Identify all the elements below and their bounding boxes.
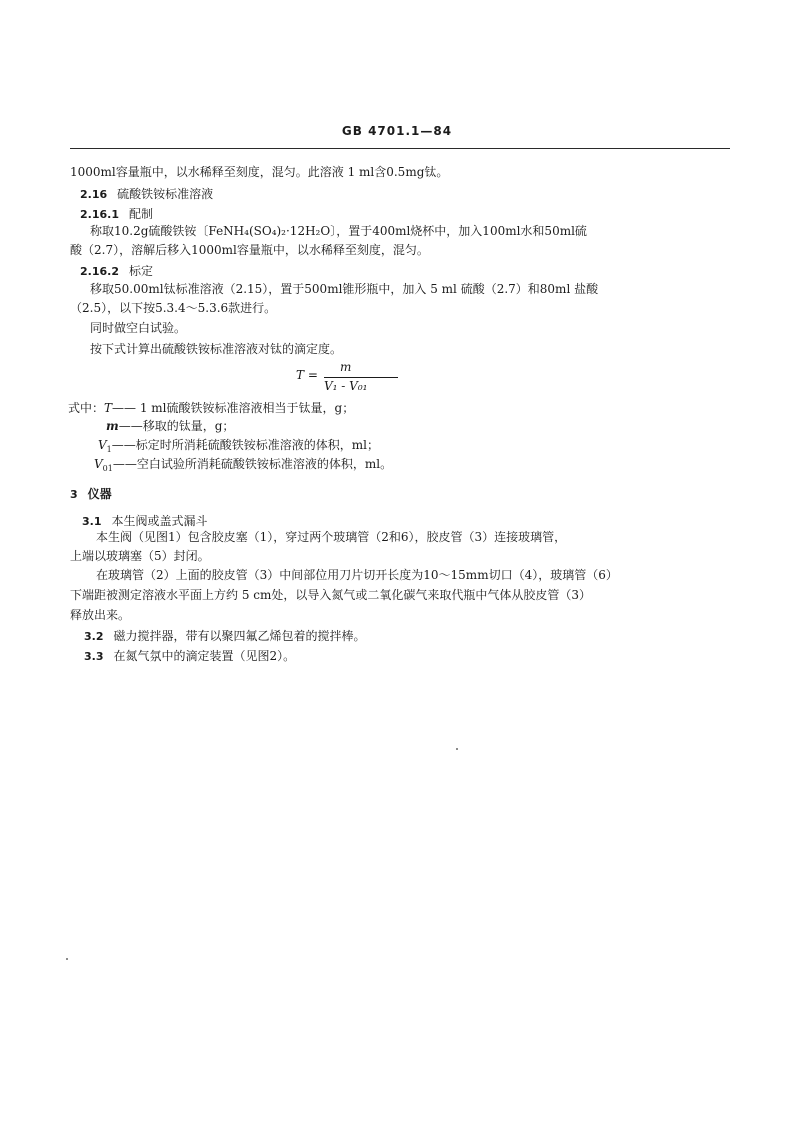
- fraction-bar: [324, 377, 398, 378]
- section-3-2: [84, 628, 366, 645]
- preparation-line-2: 酸（2.7），溶解后移入1000ml容量瓶中，以水稀释至刻度，混匀。: [70, 243, 429, 257]
- section-number: 2.16.1: [80, 208, 119, 221]
- slit-description-line-1: 在玻璃管（2）上面的胶皮管（3）中间部位用刀片切开长度为10～15mm切口（4），玻璃管（6）: [96, 568, 618, 582]
- section-title: 标定: [128, 264, 153, 278]
- where-m-line: [106, 418, 234, 434]
- section-number: 3.1: [82, 515, 102, 528]
- calculation-intro: 按下式计算出硫酸铁铵标准溶液对钛的滴定度。: [90, 342, 343, 356]
- formula-numerator: m: [340, 360, 352, 374]
- valve-description-line-2: 上端以玻璃塞（5）封闭。: [70, 549, 210, 563]
- calibration-line-1: 移取50.00ml钛标准溶液（2.15），置于500ml锥形瓶中，加入 5 ml 硫酸（2.7）和80ml 盐酸: [90, 282, 599, 296]
- section-2-16-2-heading: [80, 263, 153, 280]
- where-prefix: 式中：: [68, 401, 105, 415]
- section-title: 本生阀或盖式漏斗: [111, 514, 208, 528]
- preparation-line-1: 称取10.2g硫酸铁铵〔FeNH₄(SO₄)₂·12H₂O〕，置于400ml烧杯中，加入100ml水和50ml硫: [90, 224, 587, 238]
- symbol-m: m: [106, 419, 119, 433]
- V01-definition: ——空白试验所消耗硫酸铁铵标准溶液的体积，ml。: [112, 457, 393, 471]
- standard-number-header: GB 4701.1—84: [341, 124, 453, 138]
- section-text: 在氮气氛中的滴定装置（见图2）。: [113, 649, 296, 663]
- section-number: 3.2: [84, 630, 104, 643]
- where-V01-line: [94, 456, 392, 477]
- section-title: 仪器: [87, 487, 112, 501]
- formula-lhs: T =: [296, 368, 318, 382]
- slit-description-line-2: 下端距被测定溶液水平面上方约 5 cm处，以导入氮气或二氧化碳气来取代瓶中气体从胶皮管（3）: [70, 588, 592, 602]
- T-definition: —— 1 ml硫酸铁铵标准溶液相当于钛量，g；: [112, 401, 355, 415]
- subscript: 01: [102, 464, 113, 473]
- section-title: 硫酸铁铵标准溶液: [117, 187, 214, 201]
- subscript: 1: [106, 445, 112, 454]
- section-number: 3.3: [84, 650, 104, 663]
- scan-speck: [66, 958, 68, 960]
- scan-speck: [456, 748, 458, 750]
- section-2-16-1-heading: [80, 206, 153, 223]
- section-3-1-heading: [82, 513, 208, 530]
- symbol-V: V: [98, 438, 107, 452]
- V1-definition: ——标定时所消耗硫酸铁铵标准溶液的体积，ml；: [111, 438, 379, 452]
- symbol-T: T: [104, 401, 113, 415]
- paragraph-2-15-tail: 1000ml容量瓶中，以水稀释至刻度，混匀。此溶液 1 ml含0.5mg钛。: [70, 165, 449, 179]
- section-number: 2.16: [80, 188, 108, 201]
- section-3-3: [84, 648, 295, 665]
- where-T-line: [68, 400, 354, 416]
- slit-description-line-3: 释放出来。: [70, 608, 131, 622]
- calibration-line-2: （2.5），以下按5.3.4～5.3.6款进行。: [70, 301, 277, 315]
- symbol-V: V: [94, 457, 103, 471]
- header-rule: [70, 148, 730, 149]
- section-text: 磁力搅拌器，带有以聚四氟乙烯包着的搅拌棒。: [113, 629, 366, 643]
- valve-description-line-1: 本生阀（见图1）包含胶皮塞（1），穿过两个玻璃管（2和6），胶皮管（3）连接玻璃管，: [96, 530, 567, 544]
- section-number: 2.16.2: [80, 265, 119, 278]
- blank-test-text: 同时做空白试验。: [90, 321, 187, 335]
- section-title: 配制: [128, 207, 153, 221]
- section-number: 3: [70, 488, 78, 501]
- m-definition: ——移取的钛量，g；: [118, 419, 235, 433]
- section-2-16-heading: [80, 186, 213, 203]
- where-V1-line: [98, 437, 379, 458]
- section-3-heading: [70, 486, 112, 503]
- formula-denominator: V₁ - V₀₁: [324, 379, 368, 393]
- titer-formula: [296, 360, 412, 400]
